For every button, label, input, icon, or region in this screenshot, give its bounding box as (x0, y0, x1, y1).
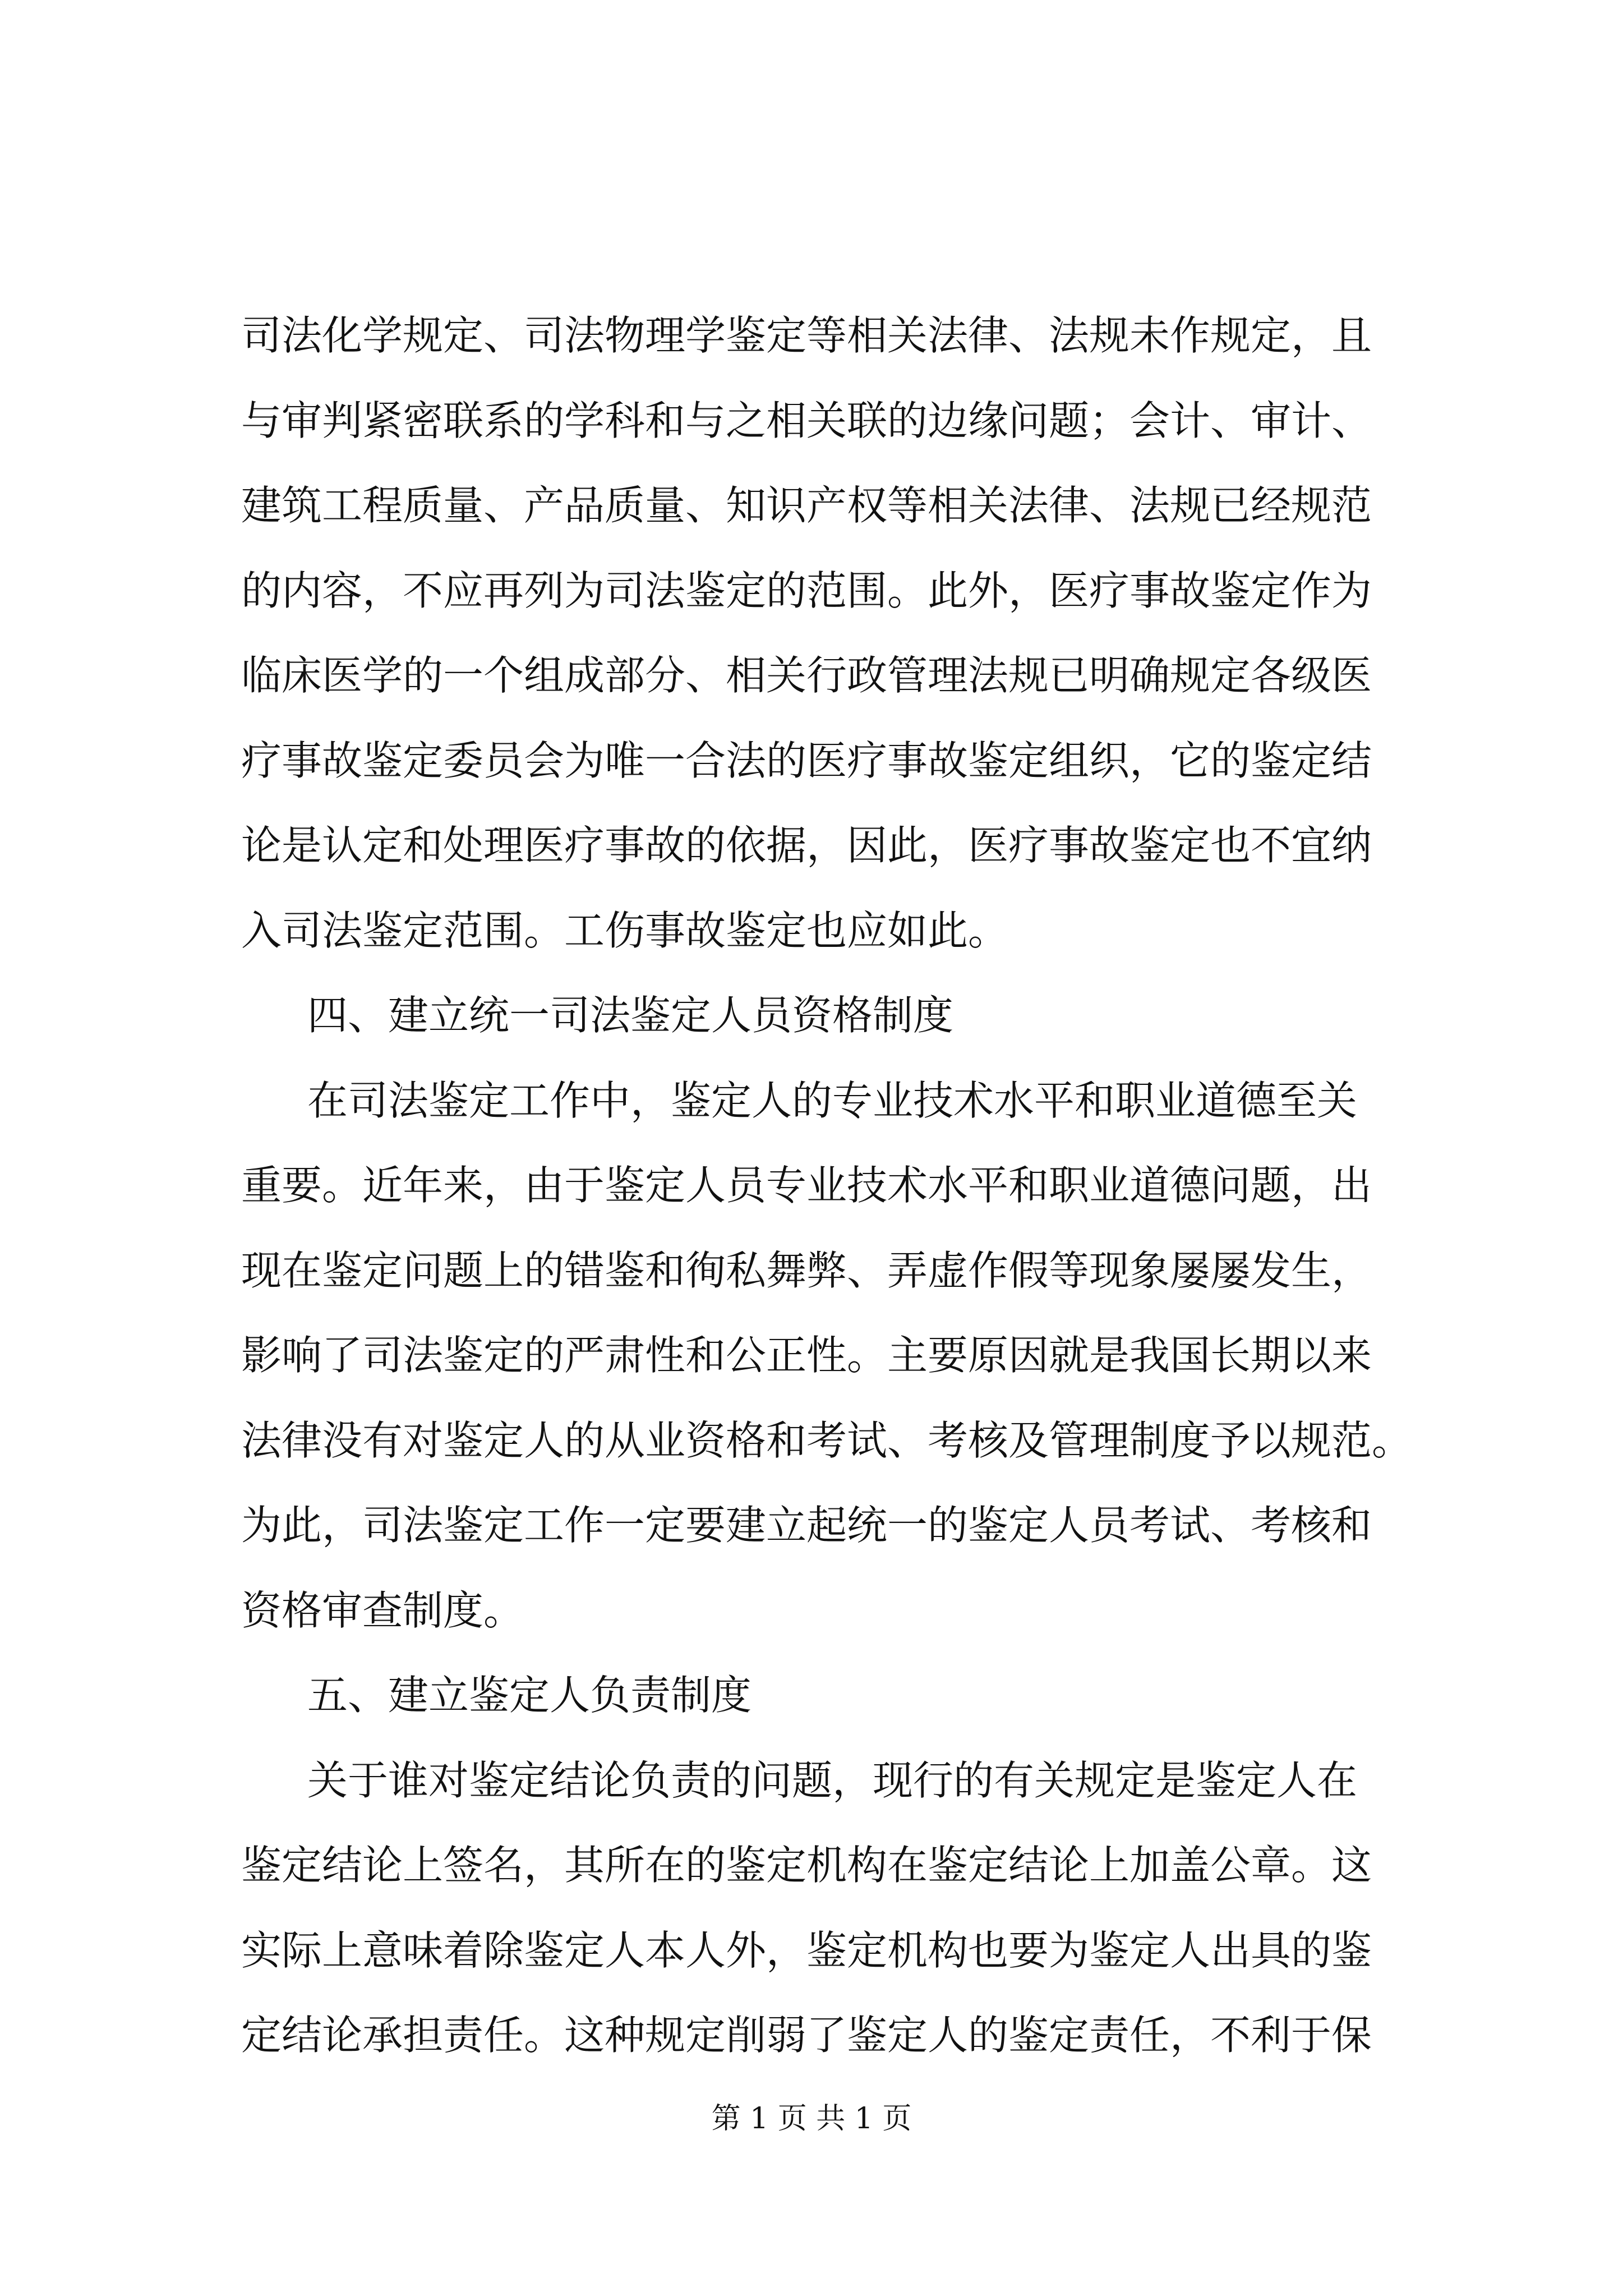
body-text-line: 在司法鉴定工作中，鉴定人的专业技术水平和职业道德至关 (307, 1077, 1358, 1124)
body-text-line: 为此，司法鉴定工作一定要建立起统一的鉴定人员考试、考核和 (241, 1502, 1372, 1549)
body-text-line: 定结论承担责任。这种规定削弱了鉴定人的鉴定责任，不利于保 (241, 2012, 1372, 2059)
body-text-line: 法律没有对鉴定人的从业资格和考试、考核及管理制度予以规范。 (241, 1417, 1413, 1464)
body-text-line: 实际上意味着除鉴定人本人外，鉴定机构也要为鉴定人出具的鉴 (241, 1927, 1372, 1974)
body-text-line: 影响了司法鉴定的严肃性和公正性。主要原因就是我国长期以来 (241, 1332, 1372, 1379)
page-footer: 第 1 页 共 1 页 (711, 2102, 912, 2136)
body-text-line: 入司法鉴定范围。工伤事故鉴定也应如此。 (241, 907, 1009, 954)
body-text-line: 临床医学的一个组成部分、相关行政管理法规已明确规定各级医 (241, 652, 1372, 699)
section-heading: 四、建立统一司法鉴定人员资格制度 (307, 992, 954, 1039)
body-text-line: 与审判紧密联系的学科和与之相关联的边缘问题；会计、审计、 (241, 397, 1372, 444)
body-text-line: 疗事故鉴定委员会为唯一合法的医疗事故鉴定组织，它的鉴定结 (241, 737, 1372, 784)
body-text-line: 关于谁对鉴定结论负责的问题，现行的有关规定是鉴定人在 (307, 1757, 1358, 1804)
body-text-line: 鉴定结论上签名，其所在的鉴定机构在鉴定结论上加盖公章。这 (241, 1842, 1372, 1889)
body-text-line: 建筑工程质量、产品质量、知识产权等相关法律、法规已经规范 (241, 482, 1372, 529)
section-heading: 五、建立鉴定人负责制度 (307, 1672, 752, 1719)
body-text-line: 论是认定和处理医疗事故的依据，因此，医疗事故鉴定也不宜纳 (241, 822, 1372, 869)
body-text-line: 的内容，不应再列为司法鉴定的范围。此外，医疗事故鉴定作为 (241, 567, 1372, 614)
body-text-line: 司法化学规定、司法物理学鉴定等相关法律、法规未作规定，且 (241, 312, 1372, 359)
body-text-line: 现在鉴定问题上的错鉴和徇私舞弊、弄虚作假等现象屡屡发生， (241, 1247, 1372, 1294)
body-text-line: 重要。近年来，由于鉴定人员专业技术水平和职业道德问题，出 (241, 1162, 1372, 1209)
body-text-line: 资格审查制度。 (241, 1587, 524, 1634)
